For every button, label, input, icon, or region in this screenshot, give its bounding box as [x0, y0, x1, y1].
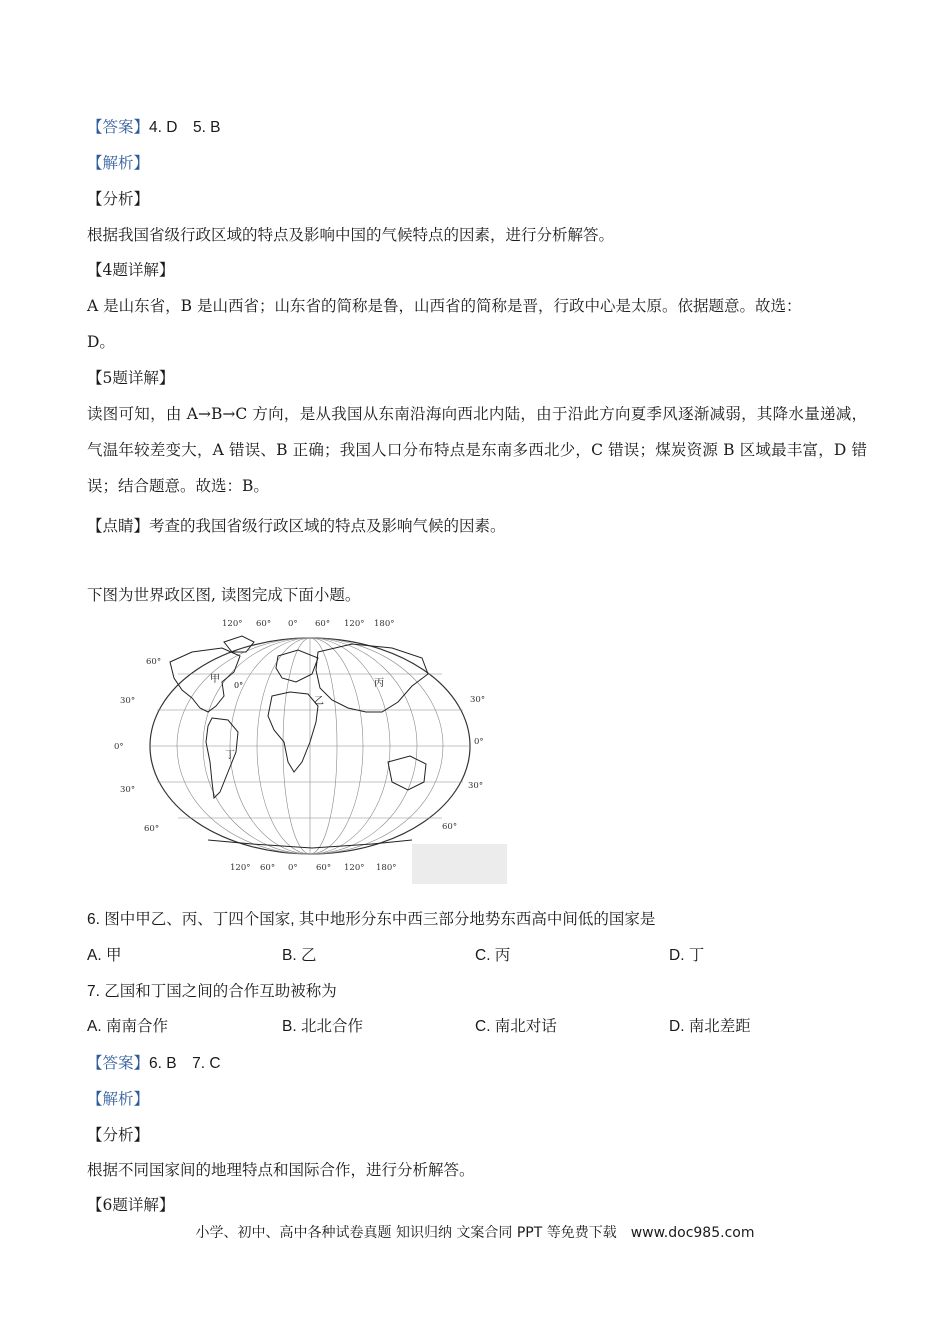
- right-lat-label: 30°: [470, 695, 486, 705]
- q4-detail-text-2: D。: [87, 333, 115, 351]
- top-lon-label: 120°: [222, 619, 243, 629]
- q7-option-d[interactable]: D. 南北差距: [669, 1018, 751, 1035]
- top-lon-label: 60°: [256, 619, 272, 629]
- fenxi-text: 根据不同国家间的地理特点和国际合作，进行分析解答。: [87, 1161, 475, 1179]
- left-lat-label: 0°: [114, 742, 124, 752]
- answer-text: 6. B 7. C: [149, 1055, 221, 1072]
- q7-stem: 7. 乙国和丁国之间的合作互助被称为: [87, 983, 337, 1000]
- page-footer: 小学、初中、高中各种试卷真题 知识归纳 文案合同 PPT 等免费下载 www.doc985.com: [195, 1225, 755, 1241]
- world-political-map: [112, 612, 507, 884]
- q7-option-b[interactable]: B. 北北合作: [282, 1018, 363, 1035]
- q6-option-c[interactable]: C. 丙: [475, 947, 511, 964]
- dianjing-line: [87, 516, 506, 536]
- q6-option-b[interactable]: B. 乙: [282, 947, 317, 964]
- fenxi-label: 【分析】: [87, 190, 150, 208]
- top-lon-label: 0°: [288, 619, 298, 629]
- fenxi-text: 根据我国省级行政区域的特点及影响中国的气候特点的因素，进行分析解答。: [87, 226, 615, 244]
- answer-label: 【答案】: [87, 118, 150, 136]
- question-intro: 下图为世界政区图, 读图完成下面小题。: [87, 586, 361, 604]
- answer-label: 【答案】: [87, 1054, 150, 1072]
- answer-line-1: [87, 117, 221, 138]
- q4-detail-label: 【4题详解】: [87, 261, 175, 279]
- right-lat-label: 0°: [474, 737, 484, 747]
- left-lat-label: 30°: [120, 696, 136, 706]
- map-scan-shade: [412, 844, 507, 884]
- left-lat-label: 60°: [144, 824, 160, 834]
- q6-option-a[interactable]: A. 甲: [87, 947, 122, 964]
- right-lat-label: 60°: [442, 822, 458, 832]
- bottom-lon-label: 120°: [344, 863, 365, 873]
- q4-detail-text-1: A 是山东省，B 是山西省；山东省的简称是鲁，山西省的简称是晋，行政中心是太原。依据题意。故选：: [87, 297, 802, 315]
- bottom-lon-label: 180°: [376, 863, 397, 873]
- dianjing-text: 考查的我国省级行政区域的特点及影响气候的因素。: [149, 517, 506, 535]
- answer-text: 4. D 5. B: [149, 119, 221, 136]
- answer-line-2: [87, 1053, 221, 1074]
- left-lat-label: 30°: [120, 785, 136, 795]
- map-label-zero-top: 0°: [234, 681, 244, 690]
- top-lon-label: 120°: [344, 619, 365, 629]
- country-label-bing: 丙: [374, 678, 384, 689]
- dianjing-label: 【点睛】: [87, 517, 150, 535]
- top-lon-label: 60°: [315, 619, 331, 629]
- analysis-label: 【解析】: [87, 1090, 150, 1108]
- q7-option-a[interactable]: A. 南南合作: [87, 1018, 168, 1035]
- bottom-lon-label: 120°: [230, 863, 251, 873]
- q6-stem: 6. 图中甲乙、丙、丁四个国家, 其中地形分东中西三部分地势东西高中间低的国家是: [87, 911, 656, 928]
- bottom-lon-label: 60°: [260, 863, 276, 873]
- q6-option-d[interactable]: D. 丁: [669, 947, 705, 964]
- right-lat-label: 30°: [468, 781, 484, 791]
- country-label-ding: 丁: [225, 750, 235, 761]
- q5-detail-text: 读图可知，由 A→B→C 方向，是从我国从东南沿海向西北内陆，由于沿此方向夏季风逐渐减弱，其降水量递减，气温年较差变大，A 错误、B 正确；我国人口分布特点是东南多西北少，C 错误；煤炭资源 B 区域最丰富，D 错误；结合题意。故选：B。: [87, 405, 867, 495]
- analysis-label: 【解析】: [87, 154, 150, 172]
- country-label-jia: 甲: [210, 674, 220, 685]
- left-lat-label: 60°: [146, 657, 162, 667]
- bottom-lon-label: 60°: [316, 863, 332, 873]
- bottom-lon-label: 0°: [288, 863, 298, 873]
- q6-detail-label: 【6题详解】: [87, 1196, 175, 1214]
- top-lon-label: 180°: [374, 619, 395, 629]
- q7-option-c[interactable]: C. 南北对话: [475, 1018, 557, 1035]
- fenxi-label: 【分析】: [87, 1126, 150, 1144]
- q5-detail-label: 【5题详解】: [87, 369, 175, 387]
- country-label-yi: 乙: [314, 696, 324, 707]
